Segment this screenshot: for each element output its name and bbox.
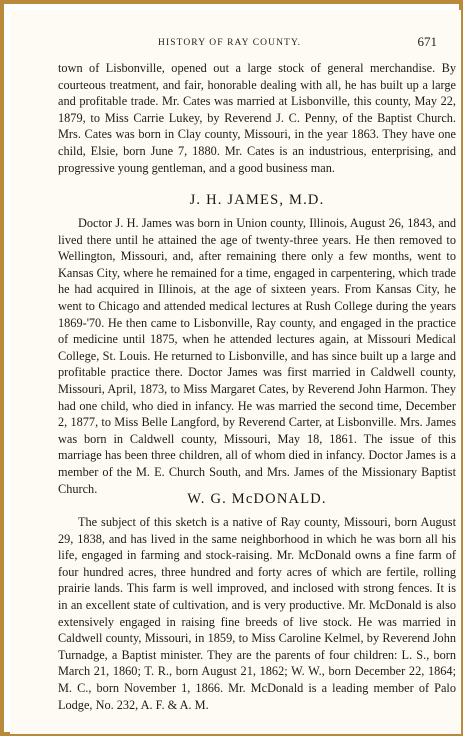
james-section: [58, 215, 456, 497]
mcdonald-paragraph: The subject of this sketch is a native of Ray county, Missouri, born August 29, 1838, and has lived in the same neighborhood in which he was born all his life, engaged in farming and stock-raising. Mr. McDonald owns a fine farm of four hundred acres, three hundred and forty acres of which are fertile, rolling prairie lands. This farm is well improved, and inclosed with strong fences. It is in an excellent state of cultivation, and is very productive. Mr. McDonald is also extensively engaged in raising fine breeds of live stock. He was married in Caldwell county, Missouri, in 1859, to Miss Caroline Kelmel, by Reverend John Turnadge, a Baptist minister. They are the parents of four children: L. S., born March 21, 1860; T. R., born August 21, 1862; W. W., born December 22, 1864; M. C., born November 1, 1866. Mr. McDonald is a leading member of Palo Lodge, No. 232, A. F. & A. M.: [58, 515, 456, 712]
mcdonald-heading: W. G. McDONALD.: [187, 491, 327, 507]
cates-paragraph: town of Lisbonville, opened out a large stock of general merchandise. By courteous treatment, and fair, honorable dealing with all, he has built up a large and profitable trade. Mr. Cates was married at Lisbonville, this county, May 22, 1879, to Miss Carrie Lukey, by Reverend J. C. Penny, of the Baptist Church. Mrs. Cates was born in Clay county, Missouri, in the year 1863. They have one child, Elsie, born June 7, 1880. Mr. Cates is an industrious, enterprising, and progressive young gentleman, and a good business man.: [58, 61, 456, 175]
page-header: [48, 36, 447, 52]
running-title: HISTORY OF RAY COUNTY.: [158, 38, 302, 48]
mcdonald-section: [58, 514, 456, 713]
james-paragraph: Doctor J. H. James was born in Union county, Illinois, August 26, 1843, and lived there until he attained the age of twenty-three years. He then removed to Wellington, Missouri, and, after remaining there only a few months, went to Kansas City, where he remained for a time, engaged in carpentering, which trade he had acquired in Illinois, at the age of sixteen years. From Kansas City, he went to Chicago and attended medical lectures at Rush College during the years 1869-'70. He then came to Lisbonville, Ray county, and engaged in the practice of medicine until 1875, when he attended lectures again, at Missouri Medical College, St. Louis. He returned to Lisbonville, and has since built up a large and profitable practice there. Doctor James was first married in Caldwell county, Missouri, April, 1873, to Miss Margaret Cates, by Reverend John Harmon. They had one child, who died in infancy. He was married the second time, December 2, 1877, to Miss Belle Langford, by Reverend Carter, at Lisbonville. Mrs. James was born in Caldwell county, Missouri, May 18, 1861. The issue of this marriage has been three children, all of whom died in infancy. Doctor James is a member of the M. E. Church South, and Mrs. James of the Missionary Baptist Church.: [58, 216, 456, 496]
james-heading: J. H. JAMES, M.D.: [189, 192, 325, 208]
book-page: [10, 10, 461, 734]
cates-section: [58, 60, 456, 176]
page-number: 671: [417, 34, 437, 49]
